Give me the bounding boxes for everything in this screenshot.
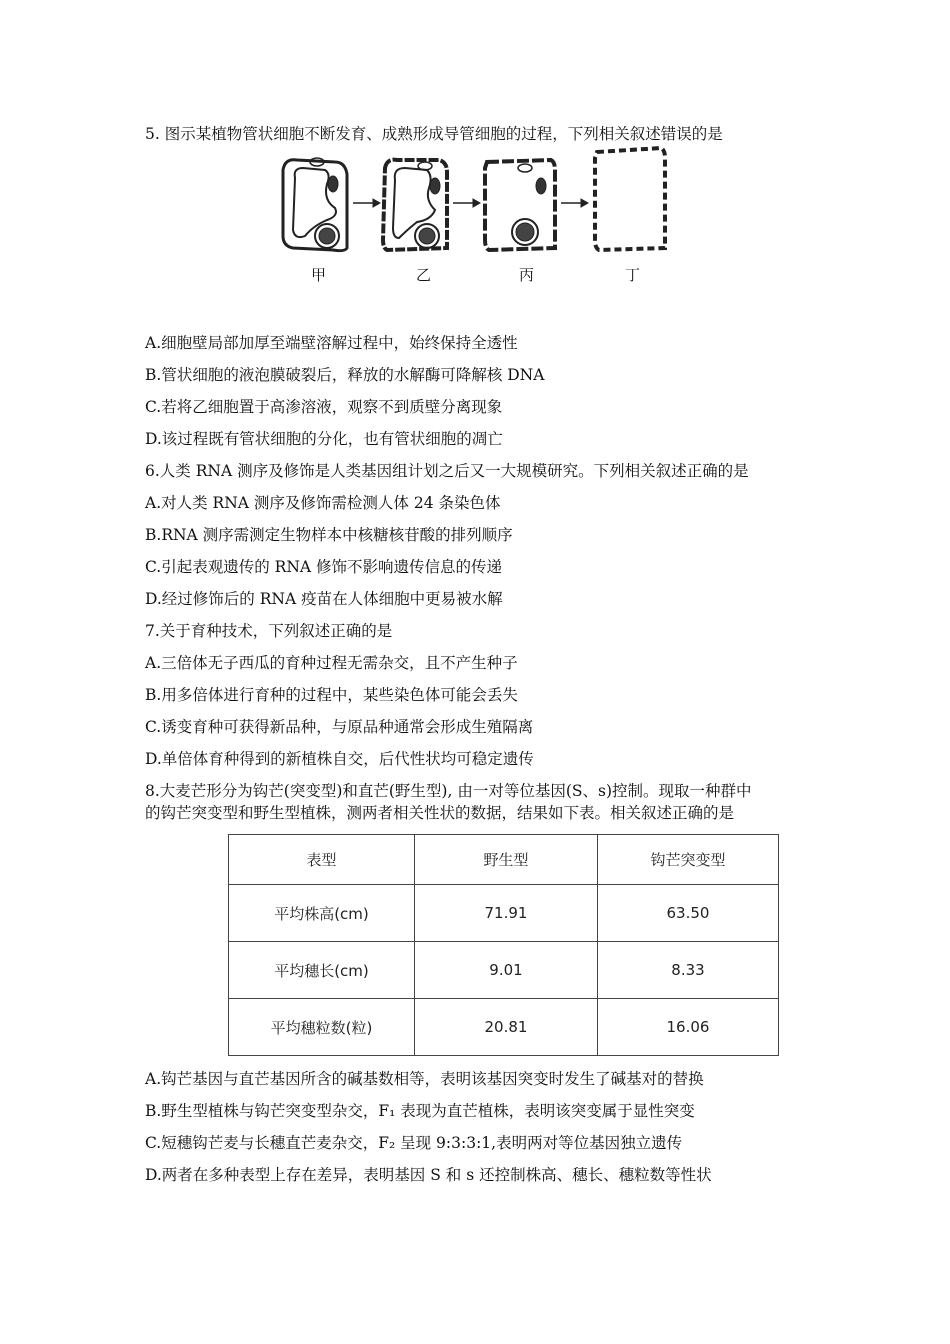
table-header-cell: 钩芒突变型 <box>598 835 779 885</box>
table-cell: 平均株高(cm) <box>229 885 415 942</box>
arrow-2 <box>453 199 480 207</box>
table-row <box>229 999 779 1056</box>
q6-option-c: C.引起表观遗传的 RNA 修饰不影响遗传信息的传递 <box>145 558 503 576</box>
cell-bing <box>485 160 555 250</box>
cell-jia <box>283 158 347 251</box>
phenotype-table <box>228 834 779 1056</box>
table-header-cell: 野生型 <box>415 835 598 885</box>
question-8-stem-line-1: 8.大麦芒形分为钩芒(突变型)和直芒(野生型), 由一对等位基因(S、s)控制。现取一种群中 <box>145 782 752 800</box>
q8-option-a: A.钩芒基因与直芒基因所含的碱基数相等，表明该基因突变时发生了碱基对的替换 <box>145 1070 704 1088</box>
q7-option-d: D.单倍体育种得到的新植株自交，后代性状均可稳定遗传 <box>145 750 534 768</box>
q5-option-b: B.管状细胞的液泡膜破裂后，释放的水解酶可降解核 DNA <box>145 366 545 384</box>
table-cell: 71.91 <box>415 885 598 942</box>
q5-option-d: D.该过程既有管状细胞的分化，也有管状细胞的凋亡 <box>145 430 503 448</box>
table-cell: 16.06 <box>598 999 779 1056</box>
q7-option-a: A.三倍体无子西瓜的育种过程无需杂交，且不产生种子 <box>145 654 518 672</box>
q6-option-d: D.经过修饰后的 RNA 疫苗在人体细胞中更易被水解 <box>145 590 503 608</box>
question-5-stem: 5. 图示某植物管状细胞不断发育、成熟形成导管细胞的过程，下列相关叙述错误的是 <box>145 125 723 143</box>
table-header-cell: 表型 <box>229 835 415 885</box>
q8-option-c: C.短穗钩芒麦与长穗直芒麦杂交，F₂ 呈现 9:3:3:1,表明两对等位基因独立遗传 <box>145 1134 683 1152</box>
table-cell: 20.81 <box>415 999 598 1056</box>
table-header-row <box>229 835 779 885</box>
q8-option-b: B.野生型植株与钩芒突变型杂交，F₁ 表现为直芒植株，表明该突变属于显性突变 <box>145 1102 695 1120</box>
arrow-1 <box>353 199 380 207</box>
cell-development-figure <box>275 140 675 290</box>
q7-option-c: C.诱变育种可获得新品种，与原品种通常会形成生殖隔离 <box>145 718 534 736</box>
figure-label-bing: 丙 <box>519 266 535 284</box>
question-7-stem: 7.关于育种技术，下列叙述正确的是 <box>145 622 393 640</box>
arrow-3 <box>561 199 588 207</box>
q5-option-a: A.细胞壁局部加厚至端壁溶解过程中，始终保持全透性 <box>145 334 518 352</box>
cell-ding <box>595 148 665 250</box>
table-row <box>229 942 779 999</box>
question-6-stem: 6.人类 RNA 测序及修饰是人类基因组计划之后又一大规模研究。下列相关叙述正确的是 <box>145 462 749 480</box>
figure-label-yi: 乙 <box>416 266 432 284</box>
table-cell: 8.33 <box>598 942 779 999</box>
table-cell: 平均穗粒数(粒) <box>229 999 415 1056</box>
figure-label-jia: 甲 <box>311 266 327 284</box>
cell-yi <box>383 160 447 250</box>
q5-option-c: C.若将乙细胞置于高渗溶液，观察不到质壁分离现象 <box>145 398 503 416</box>
q7-option-b: B.用多倍体进行育种的过程中，某些染色体可能会丢失 <box>145 686 518 704</box>
q6-option-a: A.对人类 RNA 测序及修饰需检测人体 24 条染色体 <box>145 494 501 512</box>
q6-option-b: B.RNA 测序需测定生物样本中核糖核苷酸的排列顺序 <box>145 526 513 544</box>
question-8-stem-line-2: 的钩芒突变型和野生型植株，测两者相关性状的数据，结果如下表。相关叙述正确的是 <box>145 804 735 822</box>
table-row <box>229 885 779 942</box>
figure-label-ding: 丁 <box>625 266 641 284</box>
table-cell: 63.50 <box>598 885 779 942</box>
q8-option-d: D.两者在多种表型上存在差异，表明基因 S 和 s 还控制株高、穗长、穗粒数等性状 <box>145 1166 712 1184</box>
table-cell: 9.01 <box>415 942 598 999</box>
table-cell: 平均穗长(cm) <box>229 942 415 999</box>
